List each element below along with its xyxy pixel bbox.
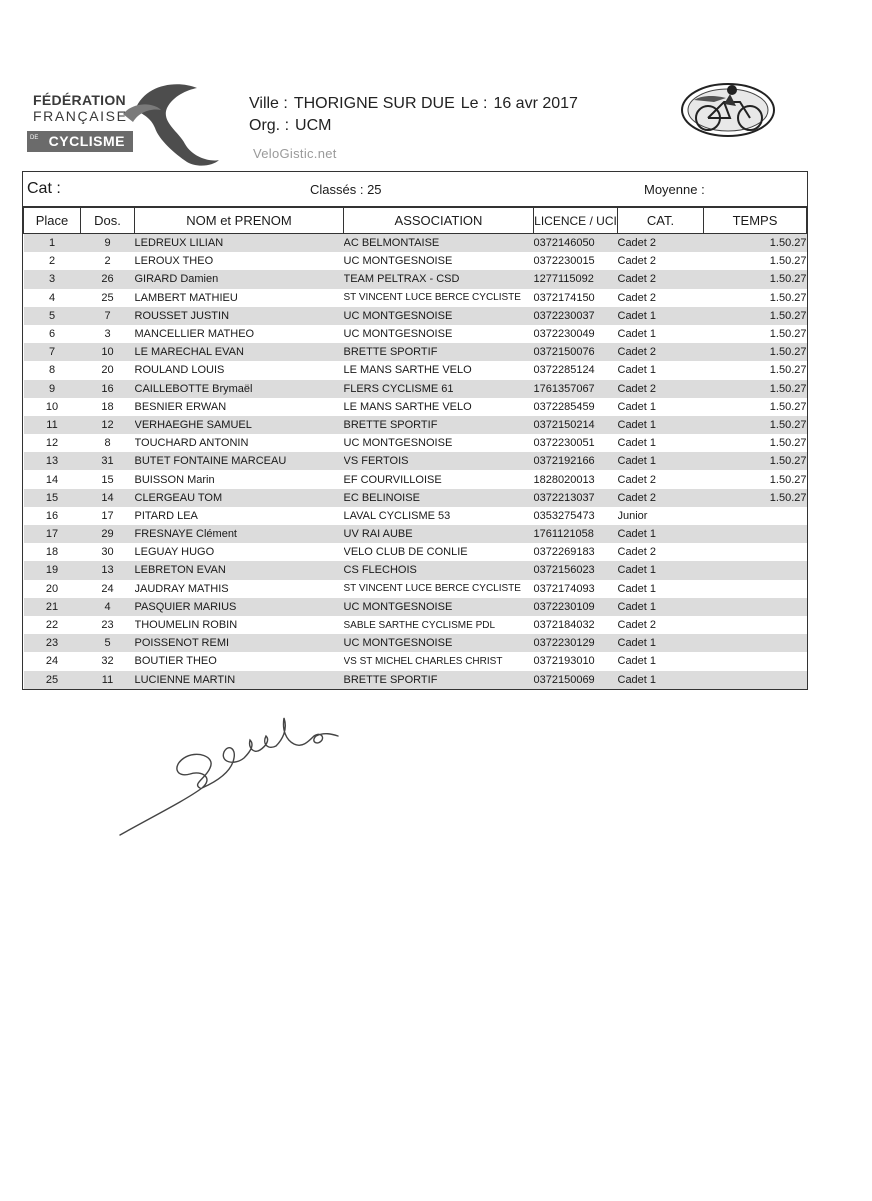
cat-label: Cat : <box>27 180 61 197</box>
cell-category: Cadet 2 <box>618 343 704 361</box>
table-row <box>24 252 807 270</box>
cell-category: Junior <box>617 509 648 522</box>
federation-logo <box>27 80 227 170</box>
cell-association: BRETTE SPORTIF <box>344 343 534 361</box>
cell-category: Cadet 2 <box>617 546 657 559</box>
cell-dos: 3 <box>104 328 111 341</box>
cell-association: VS ST MICHEL CHARLES CHRIST <box>343 655 503 667</box>
cell-licence: 1277115092 <box>534 270 618 288</box>
cell-time: 1.50.27 <box>769 473 807 486</box>
cell-dos: 20 <box>101 364 114 377</box>
cell-association: UC MONTGESNOISE <box>343 328 453 341</box>
table-row <box>24 343 807 361</box>
cell-licence: 0372230051 <box>533 437 595 450</box>
cell-name: ROUSSET JUSTIN <box>135 307 344 325</box>
cell-category: Cadet 1 <box>618 452 704 470</box>
cell-place: 24 <box>45 655 59 668</box>
column-header-temps: TEMPS <box>704 208 807 234</box>
cell-time: 1.50.27 <box>704 489 807 507</box>
cell-association: ST VINCENT LUCE BERCE CYCLISTE <box>343 583 521 595</box>
cell-place: 10 <box>45 400 59 413</box>
cell-category: Cadet 1 <box>617 582 657 595</box>
cell-dos: 16 <box>81 380 135 398</box>
cell-category: Cadet 1 <box>617 655 657 668</box>
cell-place: 18 <box>45 546 59 559</box>
race-date: 16 avr 2017 <box>493 95 578 112</box>
cell-time <box>704 561 807 579</box>
cell-licence: 0372174150 <box>533 291 595 304</box>
cell-category: Cadet 2 <box>618 270 704 288</box>
cell-association: UC MONTGESNOISE <box>344 634 534 652</box>
cell-association: ST VINCENT LUCE BERCE CYCLISTE <box>343 292 521 304</box>
cell-licence: 0372230109 <box>534 598 618 616</box>
cell-place: 19 <box>24 561 81 579</box>
cell-association: LE MANS SARTHE VELO <box>343 400 472 413</box>
cell-dos: 18 <box>101 400 114 413</box>
cell-association: TEAM PELTRAX - CSD <box>344 270 534 288</box>
cell-licence: 0372150214 <box>534 416 618 434</box>
cell-time <box>704 525 807 543</box>
cell-licence: 0372230049 <box>533 328 595 341</box>
cell-place: 5 <box>24 307 81 325</box>
cell-association: VELO CLUB DE CONLIE <box>343 546 468 559</box>
ranking-table <box>23 207 807 689</box>
cell-category: Cadet 1 <box>618 671 704 689</box>
ville-value: THORIGNE SUR DUE <box>293 95 455 112</box>
cell-category: Cadet 1 <box>617 437 657 450</box>
table-row <box>24 416 807 434</box>
cell-name: CLERGEAU TOM <box>135 489 344 507</box>
table-row <box>24 470 807 488</box>
site-url: VeloGistic.net <box>253 146 337 161</box>
cell-place: 9 <box>24 380 81 398</box>
cell-place: 13 <box>24 452 81 470</box>
cell-category: Cadet 2 <box>617 619 657 632</box>
cell-place: 21 <box>24 598 81 616</box>
cell-licence: 0372150069 <box>534 671 618 689</box>
cell-time <box>704 671 807 689</box>
cell-association: UC MONTGESNOISE <box>344 598 534 616</box>
cell-time: 1.50.27 <box>769 255 807 268</box>
cell-association: BRETTE SPORTIF <box>344 416 534 434</box>
cell-name: ROULAND LOUIS <box>134 364 225 377</box>
table-row <box>24 398 807 416</box>
table-row <box>24 270 807 288</box>
cell-association: BRETTE SPORTIF <box>344 671 534 689</box>
cell-place: 8 <box>48 364 56 377</box>
table-row <box>24 289 807 307</box>
table-row <box>24 652 807 670</box>
cell-dos: 14 <box>81 489 135 507</box>
signature <box>110 700 350 840</box>
cell-category: Cadet 2 <box>617 473 657 486</box>
summary-row <box>23 172 807 207</box>
cell-category: Cadet 1 <box>617 328 657 341</box>
table-row <box>24 525 807 543</box>
cell-category: Cadet 1 <box>618 598 704 616</box>
cell-dos: 31 <box>81 452 135 470</box>
column-header-association: ASSOCIATION <box>344 208 534 234</box>
cell-time: 1.50.27 <box>769 291 807 304</box>
cell-name: LUCIENNE MARTIN <box>135 671 344 689</box>
table-row <box>24 325 807 343</box>
cell-name: LAMBERT MATHIEU <box>134 291 238 304</box>
le-label: Le : <box>460 95 488 112</box>
cell-name: BUTET FONTAINE MARCEAU <box>135 452 344 470</box>
cell-name: TOUCHARD ANTONIN <box>134 437 249 450</box>
table-row <box>24 380 807 398</box>
cell-place: 15 <box>24 489 81 507</box>
column-header-cat: CAT. <box>618 208 704 234</box>
cell-licence: 0372193010 <box>533 655 595 668</box>
header-ville-row <box>249 95 584 113</box>
cell-name: MANCELLIER MATHEO <box>134 328 255 341</box>
federation-name-line3: CYCLISME <box>48 133 125 149</box>
cell-time <box>704 598 807 616</box>
table-row <box>24 634 807 652</box>
cell-category: Cadet 1 <box>617 400 657 413</box>
club-logo <box>674 80 786 164</box>
cell-name: VERHAEGHE SAMUEL <box>135 416 344 434</box>
cell-time: 1.50.27 <box>704 343 807 361</box>
cell-dos: 24 <box>101 582 114 595</box>
cell-dos: 8 <box>104 437 111 450</box>
column-header-nom: NOM et PRENOM <box>135 208 344 234</box>
cell-place: 6 <box>48 328 56 341</box>
cell-dos: 2 <box>104 255 111 268</box>
cell-association: VS FERTOIS <box>344 452 534 470</box>
cell-name: LEROUX THEO <box>134 255 214 268</box>
table-row <box>24 580 807 598</box>
cell-place: 1 <box>24 234 81 253</box>
cell-category: Cadet 2 <box>618 234 704 253</box>
cell-licence: 0372269183 <box>533 546 595 559</box>
cell-licence: 0372146050 <box>534 234 618 253</box>
cell-time: 1.50.27 <box>704 452 807 470</box>
cell-name: POISSENOT REMI <box>135 634 344 652</box>
cell-dos: 29 <box>81 525 135 543</box>
cell-time <box>704 580 807 598</box>
cell-licence: 1761121058 <box>534 525 618 543</box>
cell-dos: 32 <box>101 655 114 668</box>
table-row <box>24 671 807 689</box>
cell-dos: 9 <box>81 234 135 253</box>
cell-time <box>704 652 807 670</box>
table-row <box>24 507 807 525</box>
cell-association: LAVAL CYCLISME 53 <box>343 509 451 522</box>
cell-name: THOUMELIN ROBIN <box>134 619 238 632</box>
cell-place: 14 <box>45 473 59 486</box>
ville-label: Ville : <box>249 95 288 112</box>
cell-dos: 4 <box>81 598 135 616</box>
table-row <box>24 361 807 379</box>
cell-name: BESNIER ERWAN <box>134 400 227 413</box>
cell-time <box>704 507 807 525</box>
cell-association: AC BELMONTAISE <box>344 234 534 253</box>
cell-dos: 17 <box>101 509 114 522</box>
cell-dos: 25 <box>101 291 114 304</box>
cell-dos: 23 <box>101 619 114 632</box>
org-value: UCM <box>295 117 332 134</box>
federation-prefix: DE <box>30 135 39 141</box>
cell-time <box>704 616 807 634</box>
cell-association: UC MONTGESNOISE <box>343 255 453 268</box>
cell-dos: 11 <box>81 671 135 689</box>
cell-name: LE MARECHAL EVAN <box>135 343 344 361</box>
cell-category: Cadet 2 <box>618 380 704 398</box>
cell-time: 1.50.27 <box>704 270 807 288</box>
cell-licence: 0353275473 <box>533 509 595 522</box>
cell-time: 1.50.27 <box>769 437 807 450</box>
header-org-row <box>249 117 337 135</box>
cell-category: Cadet 2 <box>618 489 704 507</box>
cell-dos: 10 <box>81 343 135 361</box>
cell-licence: 1828020013 <box>533 473 595 486</box>
cell-category: Cadet 1 <box>618 525 704 543</box>
table-row <box>24 598 807 616</box>
table-row <box>24 234 807 253</box>
cell-licence: 1761357067 <box>534 380 618 398</box>
cell-place: 20 <box>45 582 59 595</box>
cell-dos: 5 <box>81 634 135 652</box>
cell-time <box>704 543 807 561</box>
cell-licence: 0372213037 <box>534 489 618 507</box>
cell-association: FLERS CYCLISME 61 <box>344 380 534 398</box>
cell-name: LEBRETON EVAN <box>135 561 344 579</box>
column-header-licence: LICENCE / UCI <box>534 208 618 234</box>
cell-licence: 0372230015 <box>533 255 595 268</box>
cell-place: 23 <box>24 634 81 652</box>
cell-association: EC BELINOISE <box>344 489 534 507</box>
table-row <box>24 489 807 507</box>
cell-association: EF COURVILLOISE <box>343 473 442 486</box>
cell-name: LEDREUX LILIAN <box>135 234 344 253</box>
cell-name: LEGUAY HUGO <box>134 546 215 559</box>
cell-place: 17 <box>24 525 81 543</box>
cell-association: CS FLECHOIS <box>344 561 534 579</box>
cell-time: 1.50.27 <box>704 307 807 325</box>
cell-licence: 0372230129 <box>534 634 618 652</box>
cell-dos: 15 <box>101 473 114 486</box>
cell-association: UC MONTGESNOISE <box>344 307 534 325</box>
cell-time: 1.50.27 <box>769 328 807 341</box>
cell-time: 1.50.27 <box>704 416 807 434</box>
cell-place: 25 <box>24 671 81 689</box>
cell-category: Cadet 1 <box>617 364 657 377</box>
table-row <box>24 616 807 634</box>
cell-licence: 0372285124 <box>533 364 595 377</box>
cell-name: CAILLEBOTTE Brymaël <box>135 380 344 398</box>
cell-name: PITARD LEA <box>134 509 198 522</box>
cyclist-emblem-icon <box>674 80 786 140</box>
cell-dos: 13 <box>81 561 135 579</box>
federation-name-line2: FRANÇAISE <box>33 108 128 124</box>
cell-name: JAUDRAY MATHIS <box>134 582 229 595</box>
cell-category: Cadet 1 <box>618 561 704 579</box>
cell-licence: 0372156023 <box>534 561 618 579</box>
cell-dos: 12 <box>81 416 135 434</box>
org-label: Org. : <box>249 117 290 134</box>
cell-name: BUISSON Marin <box>134 473 215 486</box>
cell-licence: 0372174093 <box>533 582 595 595</box>
column-header-place: Place <box>24 208 81 234</box>
cell-place: 2 <box>48 255 56 268</box>
cell-time <box>704 634 807 652</box>
cell-place: 4 <box>48 291 56 304</box>
table-row <box>24 561 807 579</box>
cell-name: BOUTIER THEO <box>134 655 217 668</box>
cell-dos: 26 <box>81 270 135 288</box>
cell-name: FRESNAYE Clément <box>135 525 344 543</box>
cell-category: Cadet 1 <box>618 634 704 652</box>
cell-place: 12 <box>45 437 59 450</box>
table-row <box>24 307 807 325</box>
cell-place: 16 <box>45 509 59 522</box>
cell-category: Cadet 2 <box>617 255 657 268</box>
cell-name: PASQUIER MARIUS <box>135 598 344 616</box>
cell-place: 3 <box>24 270 81 288</box>
cell-place: 7 <box>24 343 81 361</box>
cell-time: 1.50.27 <box>704 234 807 253</box>
cell-category: Cadet 1 <box>618 416 704 434</box>
cell-place: 11 <box>24 416 81 434</box>
column-header-dos: Dos. <box>81 208 135 234</box>
table-row <box>24 543 807 561</box>
cell-time: 1.50.27 <box>769 364 807 377</box>
cell-association: UV RAI AUBE <box>344 525 534 543</box>
cell-name: GIRARD Damien <box>135 270 344 288</box>
cell-licence: 0372150076 <box>534 343 618 361</box>
cell-place: 22 <box>45 619 59 632</box>
cell-time: 1.50.27 <box>704 380 807 398</box>
cell-association: UC MONTGESNOISE <box>343 437 453 450</box>
table-header-row <box>24 208 807 234</box>
table-row <box>24 434 807 452</box>
cell-licence: 0372184032 <box>533 619 595 632</box>
cell-licence: 0372192166 <box>534 452 618 470</box>
cell-time: 1.50.27 <box>769 400 807 413</box>
cell-dos: 7 <box>81 307 135 325</box>
cell-association: LE MANS SARTHE VELO <box>343 364 472 377</box>
cell-category: Cadet 1 <box>618 307 704 325</box>
moyenne-label: Moyenne : <box>644 182 705 197</box>
table-body <box>24 234 807 689</box>
results-table <box>22 171 808 690</box>
cell-dos: 30 <box>101 546 114 559</box>
cell-category: Cadet 2 <box>617 291 657 304</box>
classes-count: Classés : 25 <box>310 182 382 197</box>
table-row <box>24 452 807 470</box>
cell-association: SABLE SARTHE CYCLISME PDL <box>343 619 496 631</box>
federation-name-line1: FÉDÉRATION <box>33 92 126 108</box>
cell-licence: 0372285459 <box>533 400 595 413</box>
cell-licence: 0372230037 <box>534 307 618 325</box>
